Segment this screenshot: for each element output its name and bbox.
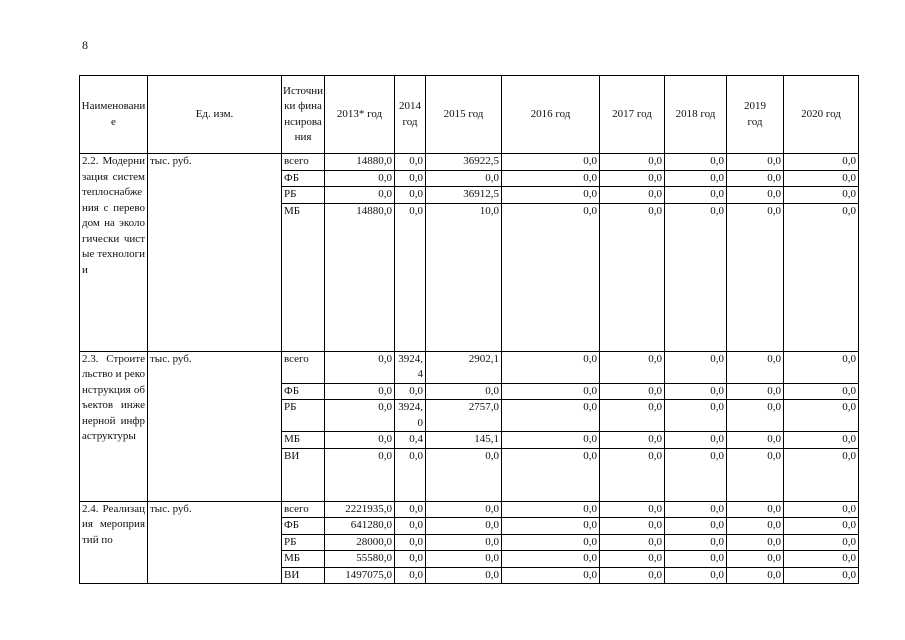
value-2020: 0,0 [784,448,859,501]
value-2019: 0,0 [727,551,784,568]
value-2019: 0,0 [727,567,784,584]
value-2018: 0,0 [665,187,727,204]
value-2017: 0,0 [600,501,665,518]
value-2014: 0,0 [395,170,426,187]
funding-source: всего [282,154,325,171]
table-row [80,351,859,383]
value-2015: 0,0 [426,534,502,551]
value-2020: 0,0 [784,518,859,535]
value-2013: 2221935,0 [325,501,395,518]
value-2019: 0,0 [727,400,784,432]
value-2018: 0,0 [665,518,727,535]
value-2017: 0,0 [600,534,665,551]
value-2016: 0,0 [502,203,600,351]
value-2014: 0,0 [395,448,426,501]
funding-source: МБ [282,203,325,351]
value-2013: 0,0 [325,448,395,501]
header-2018: 2018 год [665,76,727,154]
header-unit: Ед. изм. [148,76,282,154]
row-group-unit: тыс. руб. [148,154,282,352]
value-2013: 0,0 [325,351,395,383]
value-2016: 0,0 [502,534,600,551]
value-2016: 0,0 [502,567,600,584]
value-2015: 0,0 [426,448,502,501]
value-2016: 0,0 [502,154,600,171]
value-2020: 0,0 [784,567,859,584]
value-2019: 0,0 [727,170,784,187]
value-2013: 55580,0 [325,551,395,568]
header-row [80,76,859,154]
value-2016: 0,0 [502,400,600,432]
value-2016: 0,0 [502,383,600,400]
value-2017: 0,0 [600,567,665,584]
value-2014: 0,0 [395,203,426,351]
page-number: 8 [82,38,88,52]
header-2019: 2019 год [727,76,784,154]
value-2017: 0,0 [600,551,665,568]
value-2018: 0,0 [665,400,727,432]
value-2018: 0,0 [665,448,727,501]
funding-source: всего [282,501,325,518]
row-group-unit: тыс. руб. [148,351,282,501]
value-2014: 0,0 [395,534,426,551]
value-2020: 0,0 [784,154,859,171]
value-2019: 0,0 [727,154,784,171]
value-2016: 0,0 [502,432,600,449]
value-2020: 0,0 [784,383,859,400]
value-2019: 0,0 [727,501,784,518]
value-2018: 0,0 [665,154,727,171]
value-2015: 0,0 [426,170,502,187]
value-2015: 36912,5 [426,187,502,204]
value-2018: 0,0 [665,501,727,518]
funding-source: ФБ [282,518,325,535]
funding-source: ВИ [282,448,325,501]
value-2013: 0,0 [325,383,395,400]
funding-source: МБ [282,432,325,449]
value-2015: 2757,0 [426,400,502,432]
value-2014: 0,0 [395,551,426,568]
value-2019: 0,0 [727,518,784,535]
table-row [80,154,859,171]
value-2018: 0,0 [665,170,727,187]
table-row [80,501,859,518]
funding-source: ФБ [282,383,325,400]
funding-source: всего [282,351,325,383]
value-2015: 0,0 [426,567,502,584]
value-2020: 0,0 [784,203,859,351]
header-2015: 2015 год [426,76,502,154]
value-2020: 0,0 [784,534,859,551]
value-2019: 0,0 [727,448,784,501]
value-2013: 641280,0 [325,518,395,535]
funding-source: РБ [282,400,325,432]
value-2019: 0,0 [727,383,784,400]
header-name: Наименование [80,76,148,154]
value-2017: 0,0 [600,203,665,351]
row-group-name: 2.2. Модернизация систем теплоснабжения с переводом на экологически чистые технологии [80,154,148,352]
funding-source: ФБ [282,170,325,187]
value-2016: 0,0 [502,518,600,535]
value-2017: 0,0 [600,187,665,204]
value-2015: 0,0 [426,551,502,568]
value-2014: 0,0 [395,383,426,400]
value-2020: 0,0 [784,501,859,518]
value-2017: 0,0 [600,400,665,432]
value-2017: 0,0 [600,351,665,383]
row-group-unit: тыс. руб. [148,501,282,584]
value-2013: 0,0 [325,187,395,204]
value-2014: 0,0 [395,501,426,518]
value-2014: 3924,0 [395,400,426,432]
value-2019: 0,0 [727,351,784,383]
value-2019: 0,0 [727,187,784,204]
value-2019: 0,0 [727,203,784,351]
value-2017: 0,0 [600,518,665,535]
value-2017: 0,0 [600,170,665,187]
value-2015: 36922,5 [426,154,502,171]
value-2020: 0,0 [784,551,859,568]
value-2018: 0,0 [665,551,727,568]
value-2015: 0,0 [426,383,502,400]
header-source: Источники финансирования [282,76,325,154]
value-2016: 0,0 [502,501,600,518]
row-group-name: 2.3. Строительство и реконструкция объектов инженерной инфраструктуры [80,351,148,501]
header-2020: 2020 год [784,76,859,154]
value-2016: 0,0 [502,551,600,568]
funding-source: РБ [282,187,325,204]
budget-table [79,75,859,584]
value-2013: 14880,0 [325,203,395,351]
funding-source: ВИ [282,567,325,584]
value-2016: 0,0 [502,448,600,501]
value-2015: 0,0 [426,501,502,518]
value-2019: 0,0 [727,432,784,449]
value-2015: 0,0 [426,518,502,535]
value-2016: 0,0 [502,187,600,204]
value-2018: 0,0 [665,534,727,551]
header-2016: 2016 год [502,76,600,154]
value-2014: 0,0 [395,567,426,584]
value-2013: 1497075,0 [325,567,395,584]
funding-source: МБ [282,551,325,568]
funding-source: РБ [282,534,325,551]
row-group-name: 2.4. Реализация мероприятий по [80,501,148,584]
value-2013: 0,0 [325,170,395,187]
value-2015: 2902,1 [426,351,502,383]
value-2017: 0,0 [600,448,665,501]
header-2017: 2017 год [600,76,665,154]
value-2013: 28000,0 [325,534,395,551]
value-2015: 10,0 [426,203,502,351]
value-2015: 145,1 [426,432,502,449]
value-2014: 0,0 [395,518,426,535]
value-2020: 0,0 [784,432,859,449]
header-2014: 2014 год [395,76,426,154]
value-2014: 0,4 [395,432,426,449]
value-2020: 0,0 [784,400,859,432]
value-2019: 0,0 [727,534,784,551]
value-2020: 0,0 [784,351,859,383]
value-2018: 0,0 [665,351,727,383]
value-2020: 0,0 [784,170,859,187]
value-2013: 0,0 [325,432,395,449]
value-2018: 0,0 [665,203,727,351]
value-2013: 14880,0 [325,154,395,171]
value-2018: 0,0 [665,432,727,449]
value-2017: 0,0 [600,432,665,449]
value-2014: 0,0 [395,154,426,171]
value-2014: 3924,4 [395,351,426,383]
value-2014: 0,0 [395,187,426,204]
value-2016: 0,0 [502,170,600,187]
value-2018: 0,0 [665,567,727,584]
value-2013: 0,0 [325,400,395,432]
value-2017: 0,0 [600,154,665,171]
value-2017: 0,0 [600,383,665,400]
header-2013: 2013* год [325,76,395,154]
value-2020: 0,0 [784,187,859,204]
value-2018: 0,0 [665,383,727,400]
value-2016: 0,0 [502,351,600,383]
